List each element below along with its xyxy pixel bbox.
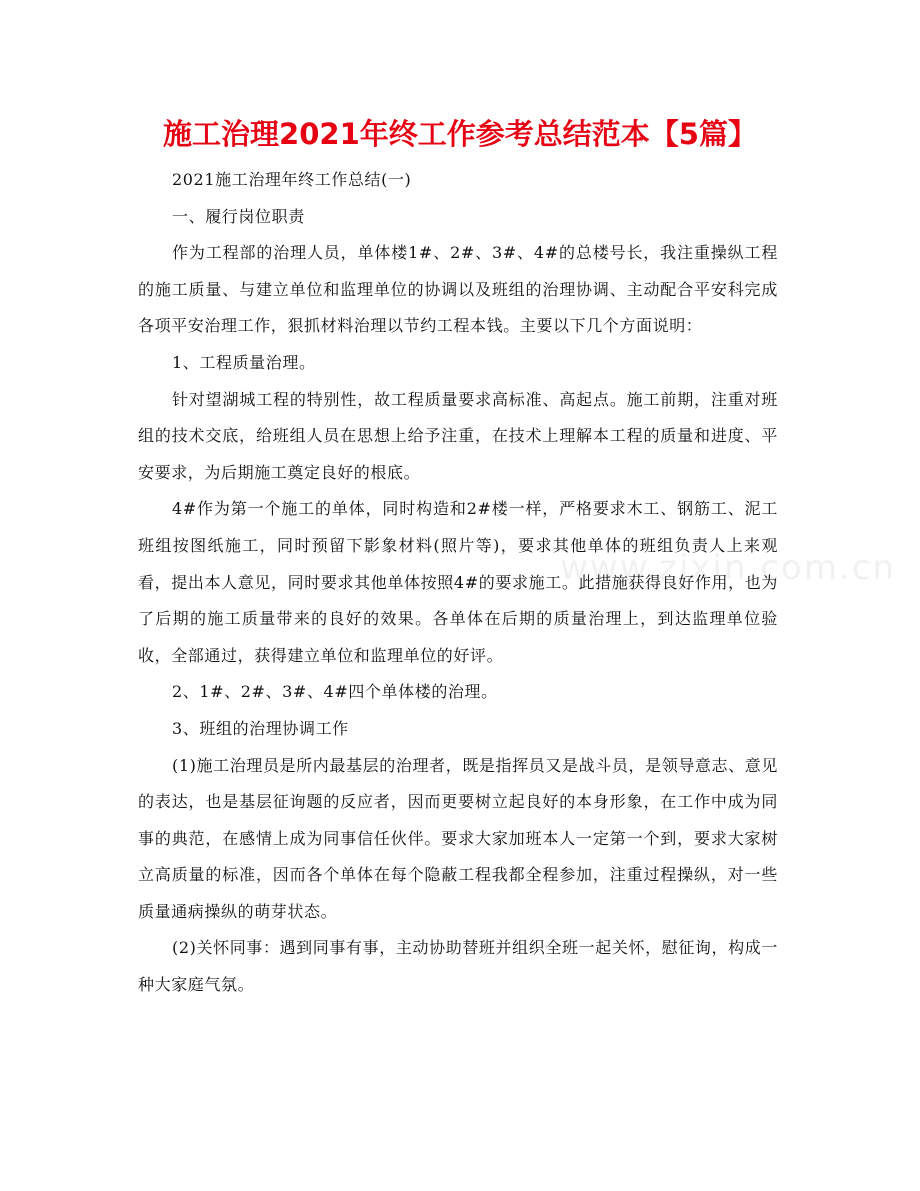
paragraph: (2)关怀同事：遇到同事有事，主动协助替班并组织全班一起关怀，慰征询，构成一种大家庭气氛。: [138, 938, 778, 995]
subheading: 一、履行岗位职责: [172, 206, 305, 226]
subheading: 2、1#、2#、3#、4#四个单体楼的治理。: [172, 682, 498, 702]
watermark: www.zixin.com.cn: [560, 548, 896, 588]
paragraph: 作为工程部的治理人员，单体楼1#、2#、3#、4#的总楼号长，我注重操纵工程的施工质量、与建立单位和监理单位的协调以及班组的治理协调、主动配合平安科完成各项平安治理工作，狠抓材料治理以节约工程本钱。主要以下几个方面说明：: [138, 243, 778, 336]
document-title: 施工治理2021年终工作参考总结范本【5篇】: [163, 117, 757, 151]
paragraph: (1)施工治理员是所内最基层的治理者，既是指挥员又是战斗员，是领导意志、意见的表达，也是基层征询题的反应者，因而更要树立起良好的本身形象，在工作中成为同事的典范，在感情上成为同事信任伙伴。要求大家加班本人一定第一个到，要求大家树立高质量的标准，因而各个单体在每个隐蔽工程我都全程参加，注重过程操纵，对一些质量通病操纵的萌芽状态。: [138, 755, 778, 921]
section-heading: 2021施工治理年终工作总结(一): [172, 170, 412, 189]
document-body: [138, 162, 778, 1004]
paragraph: 4#作为第一个施工的单体，同时构造和2#楼一样，严格要求木工、钢筋工、泥工班组按图纸施工，同时预留下影象材料(照片等)，要求其他单体的班组负责人上来观看，提出本人意见，同时要求其他单体按照4#的要求施工。此措施获得良好作用，也为了后期的施工质量带来的良好的效果。各单体在后期的质量治理上，到达监理单位验收，全部通过，获得建立单位和监理单位的好评。: [138, 499, 778, 665]
paragraph: 针对望湖城工程的特别性，故工程质量要求高标准、高起点。施工前期，注重对班组的技术交底，给班组人员在思想上给予注重，在技术上理解本工程的质量和进度、平安要求，为后期施工奠定良好的根底。: [138, 389, 778, 482]
subheading: 3、班组的治理协调工作: [172, 718, 349, 738]
subheading: 1、工程质量治理。: [172, 352, 316, 372]
